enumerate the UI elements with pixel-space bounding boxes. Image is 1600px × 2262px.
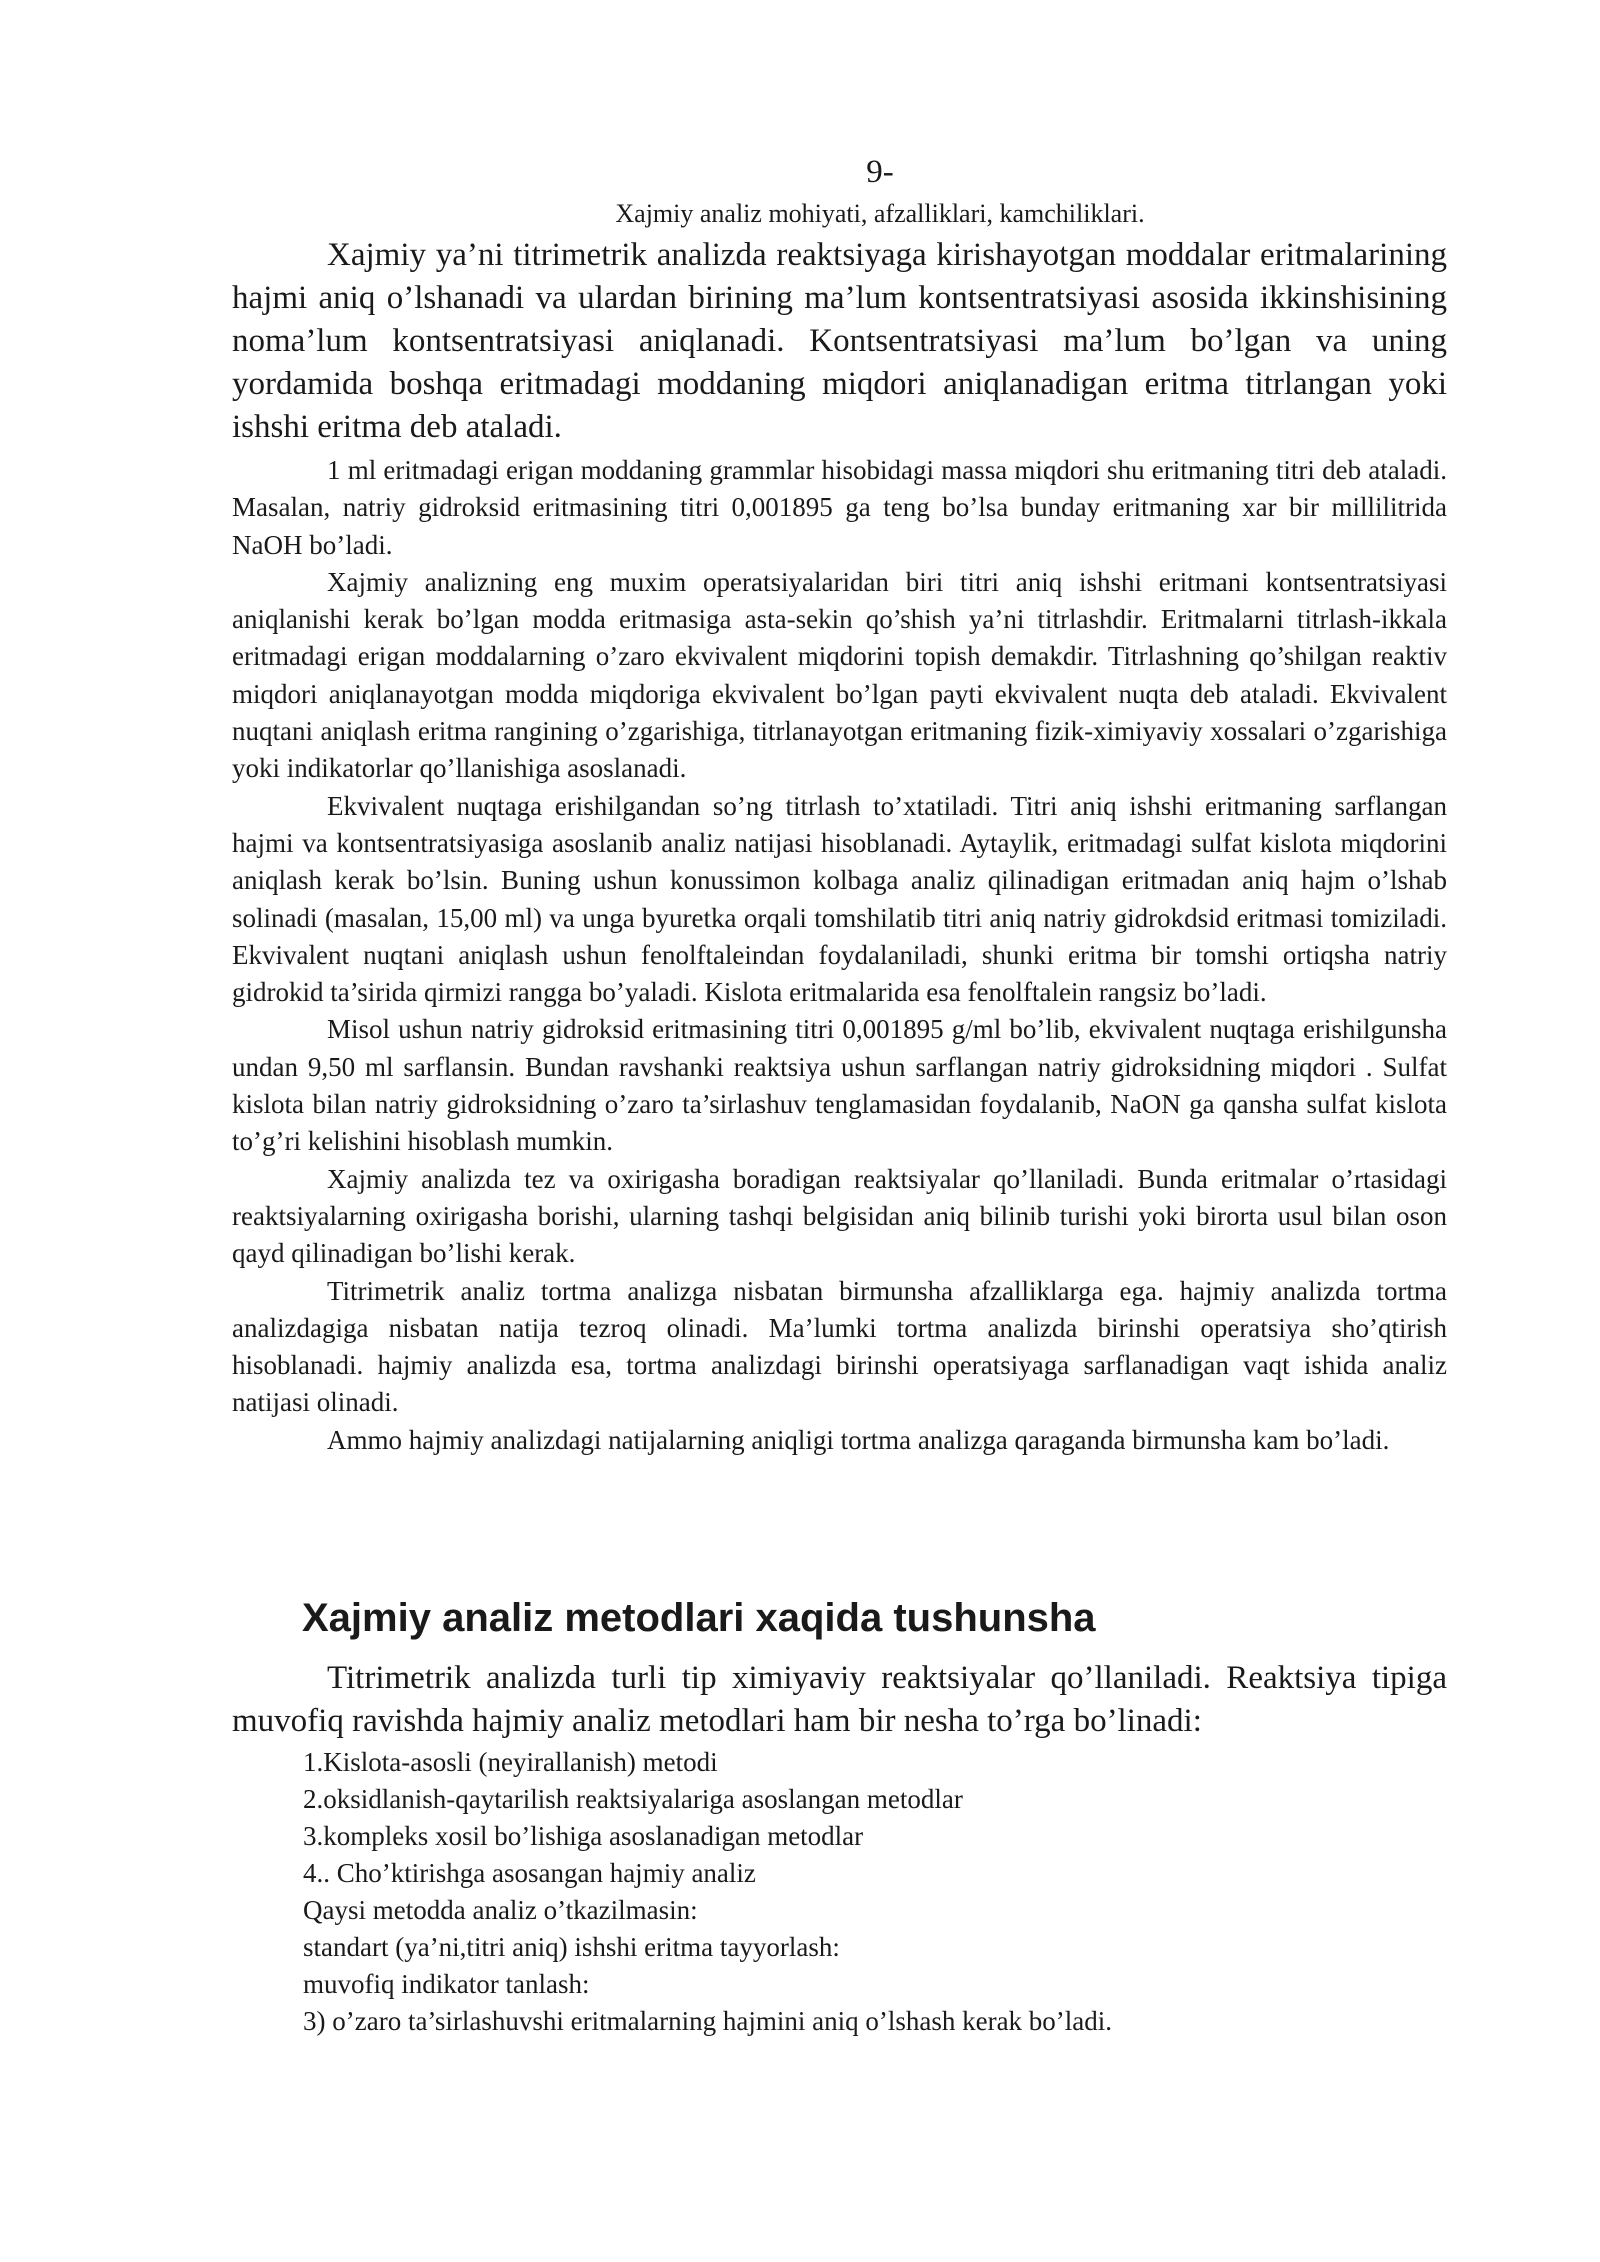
page-number: 9- [866,154,894,190]
paragraph-reactions: Xajmiy analizda tez va oxirigasha boradigan reaktsiyalar qo’llaniladi. Bunda eritmalar o’rtasidagi reaktsiyalarning oxirigasha borishi, ularning tashqi belgisidan aniq bilinib turishi yoki birorta usul bilan oson qayd qilinadigan bo’lishi kerak. [232,1163,1447,1269]
paragraph-titr-definition: 1 ml eritmadagi erigan moddaning grammlar hisobidagi massa miqdori shu eritmaning titri deb ataladi. Masalan, natriy gidroksid eritmasining titri 0,001895 ga teng bo’lsa bunday eritmaning xar bir millilitrida NaOH bo’ladi. [232,455,1447,560]
paragraph-titration: Xajmiy analizning eng muxim operatsiyalaridan biri titri aniq ishshi eritmani kontsentratsiyasi aniqlanishi kerak bo’lgan modda eritmasiga asta-sekin qo’shish ya’ni titrlashdir. Eritmalarni titrlash-ikkala eritmadagi erigan moddalarning o’zaro ekvivalent miqdorini topish demakdir. Titrlashning qo’shilgan reaktiv miqdori aniqlanayotgan modda miqdoriga ekvivalent bo’lgan payti ekvivalent nuqta deb ataladi. Ekvivalent nuqtani aniqlash eritma rangining o’zgarishiga, titrlanayotgan eritmaning fizik-ximiyaviy xossalari o’zgarishiga yoki indikatorlar qo’llanishiga asoslanadi. [232,566,1447,784]
paragraph-disadvantages: Ammo hajmiy analizdagi natijalarning aniqligi tortma analizga qaraganda birmunsha kam bo’ladi. [327,1424,1390,1455]
list-item: 2.oksidlanish-qaytarilish reaktsiyalariga asoslangan metodlar [303,1784,963,1814]
intro-paragraph: Xajmiy ya’ni titrimetrik analizda reaktsiyaga kirishayotgan moddalar eritmalarining hajmi aniq o’lshanadi va ulardan birining ma’lum kontsentratsiyasi asosida ikkinshisining noma’lum kontsentratsiyasi aniqlanadi. Kontsentratsiyasi ma’lum bo’lgan va uning yordamida boshqa eritmadagi moddaning miqdori aniqlanadigan eritma titrlangan yoki ishshi eritma deb ataladi. [232,237,1447,445]
section-intro: Titrimetrik analizda turli tip ximiyaviy reaktsiyalar qo’llaniladi. Reaktsiya tipiga muvofiq ravishda hajmiy analiz metodlari ham bir nesha to’rga bo’linadi: [232,1660,1447,1739]
paragraph-example: Misol ushun natriy gidroksid eritmasining titri 0,001895 g/ml bo’lib, ekvivalent nuqtaga erishilgunsha undan 9,50 ml sarflansin. Bundan ravshanki reaktsiya ushun sarflangan natriy gidroksidning miqdori . Sulfat kislota bilan natriy gidroksidning o’zaro ta’sirlashuv tenglamasidan foydalanib, NaON ga qansha sulfat kislota to’g’ri kelishini hisoblash mumkin. [232,1014,1447,1157]
methods-list [303,1744,1112,2040]
body-text [232,452,1447,1459]
list-item: 1.Kislota-asosli (neyirallanish) metodi [303,1747,718,1777]
paragraph-advantages: Titrimetrik analiz tortma analizga nisbatan birmunsha afzalliklarga ega. hajmiy analizda tortma analizdagiga nisbatan natija tezroq olinadi. Ma’lumki tortma analizda birinshi operatsiya sho’qtirish hisoblanadi. hajmiy analizda esa, tortma analizdagi birinshi operatsiyaga sarflanadigan vaqt ishida analiz natijasi olinadi. [232,1275,1447,1418]
list-item: Qaysi metodda analiz o’tkazilmasin: [303,1895,698,1925]
page-subtitle: Xajmiy analiz mohiyati, afzalliklari, kamchiliklari. [615,199,1145,228]
list-item: 3.kompleks xosil bo’lishiga asoslanadigan metodlar [303,1821,864,1851]
list-item: 4.. Cho’ktirishga asosangan hajmiy analiz [303,1858,756,1888]
section-heading: Xajmiy analiz metodlari xaqida tushunsha [302,1596,1096,1640]
paragraph-equivalence-point: Ekvivalent nuqtaga erishilgandan so’ng titrlash to’xtatiladi. Titri aniq ishshi eritmaning sarflangan hajmi va kontsentratsiyasiga asoslanib analiz natijasi hisoblanadi. Aytaylik, eritmadagi sulfat kislota miqdorini aniqlash kerak bo’lsin. Buning ushun konussimon kolbaga analiz qilinadigan eritmadan aniq hajm o’lshab solinadi (masalan, 15,00 ml) va unga byuretka orqali tomshilatib titri aniq natriy gidrokdsid eritmasi tomiziladi. Ekvivalent nuqtani aniqlash ushun fenolftaleindan foydalaniladi, shunki eritma bir tomshi ortiqsha natriy gidrokid ta’sirida qirmizi rangga bo’yaladi. Kislota eritmalarida esa fenolftalein rangsiz bo’ladi. [232,790,1447,1008]
list-item: muvofiq indikator tanlash: [303,1969,590,1999]
list-item: standart (ya’ni,titri aniq) ishshi eritma tayyorlash: [303,1932,840,1962]
list-item: 3) o’zaro ta’sirlashuvshi eritmalarning hajmini aniq o’lshash kerak bo’ladi. [303,2006,1113,2036]
